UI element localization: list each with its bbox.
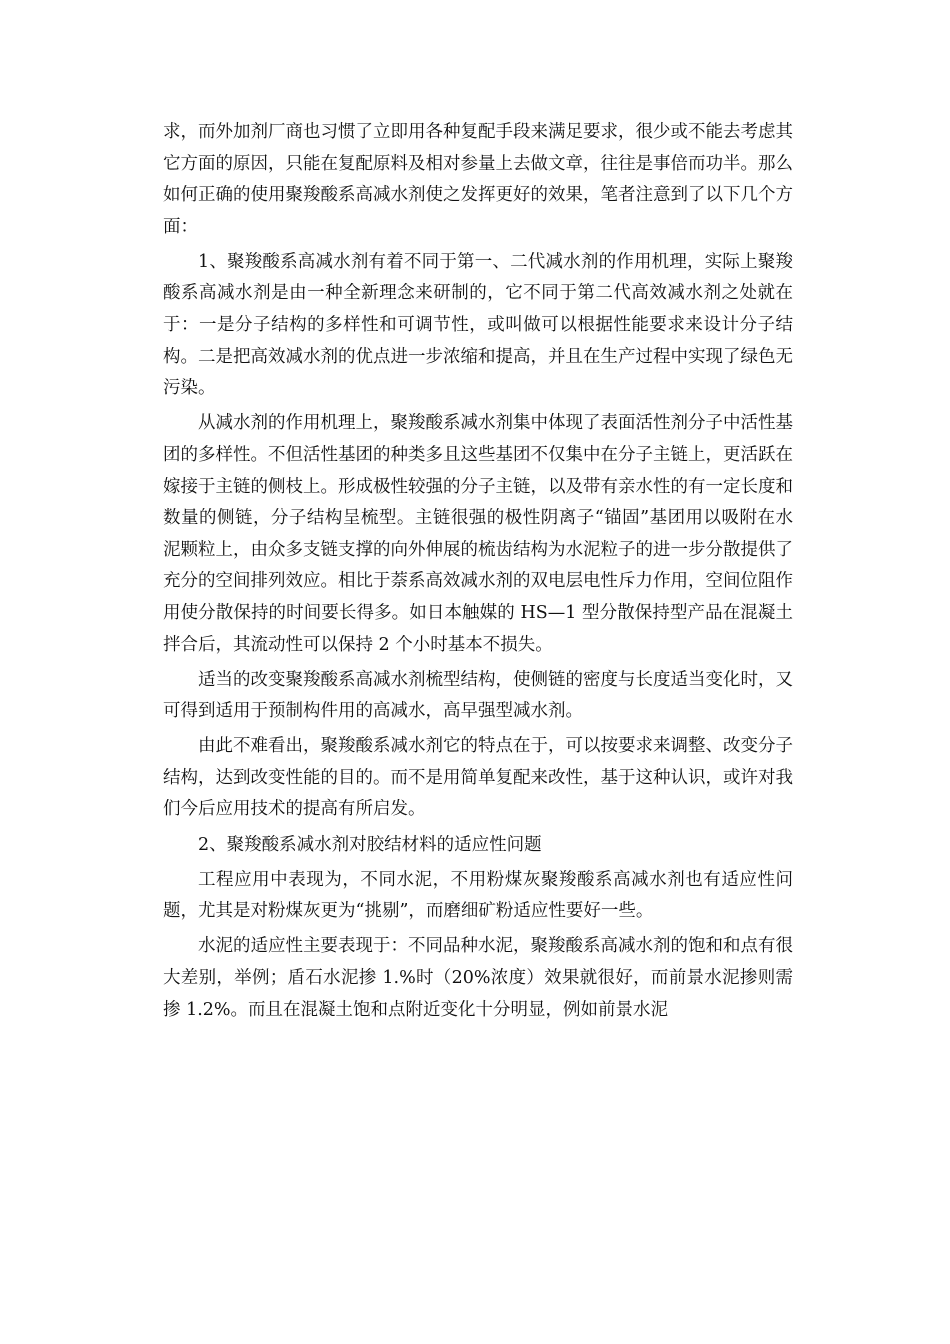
paragraph-8: 水泥的适应性主要表现于：不同品种水泥，聚羧酸系高减水剂的饱和和点有很大差别，举例；盾石水泥掺 1.%时（20%浓度）效果就很好，而前景水泥掺则需掺 1.2%。而且在混凝土饱和点附近变化十分明显，例如前景水泥 — [163, 936, 793, 1020]
paragraph-3: 从减水剂的作用机理上，聚羧酸系减水剂集中体现了表面活性剂分子中活性基团的多样性。不但活性基团的种类多且这些基团不仅集中在分子主链上，更活跃在嫁接于主链的侧枝上。形成极性较强的分子主链，以及带有亲水性的有一定长度和数量的侧链，分子结构呈梳型。主链很强的极性阴离子“锚固”基团用以吸附在水泥颗粒上，由众多支链支撑的向外伸展的梳齿结构为水泥粒子的进一步分散提供了充分的空间排列效应。相比于萘系高效减水剂的双电层电性斥力作用，空间位阻作用使分散保持的时间要长得多。如日本触媒的 HS—1 型分散保持型产品在混凝土拌合后，其流动性可以保持 2 个小时基本不损失。 — [163, 413, 793, 655]
section-heading-2: 2、聚羧酸系减水剂对胶结材料的适应性问题 — [198, 834, 542, 855]
paragraph-7: 工程应用中表现为，不同水泥，不用粉煤灰聚羧酸系高减水剂也有适应性问题，尤其是对粉煤灰更为“挑剔”，而磨细矿粉适应性要好一些。 — [163, 869, 793, 922]
paragraph-2: 1、聚羧酸系高减水剂有着不同于第一、二代减水剂的作用机理，实际上聚羧酸系高减水剂是由一种全新理念来研制的，它不同于第二代高效减水剂之处就在于：一是分子结构的多样性和可调节性，或叫做可以根据性能要求来设计分子结构。二是把高效减水剂的优点进一步浓缩和提高，并且在生产过程中实现了绿色无污染。 — [163, 251, 793, 399]
paragraph-4: 适当的改变聚羧酸系高减水剂梳型结构，使侧链的密度与长度适当变化时，又可得到适用于预制构件用的高减水，高早强型减水剂。 — [163, 669, 793, 722]
paragraph-1: 求，而外加剂厂商也习惯了立即用各种复配手段来满足要求，很少或不能去考虑其它方面的原因，只能在复配原料及相对参量上去做文章，往往是事倍而功半。那么如何正确的使用聚羧酸系高减水剂使之发挥更好的效果，笔者注意到了以下几个方面： — [163, 122, 793, 237]
document-page — [163, 117, 793, 1030]
paragraph-5: 由此不难看出，聚羧酸系减水剂它的特点在于，可以按要求来调整、改变分子结构，达到改变性能的目的。而不是用简单复配来改性，基于这种认识，或许对我们今后应用技术的提高有所启发。 — [163, 736, 793, 820]
